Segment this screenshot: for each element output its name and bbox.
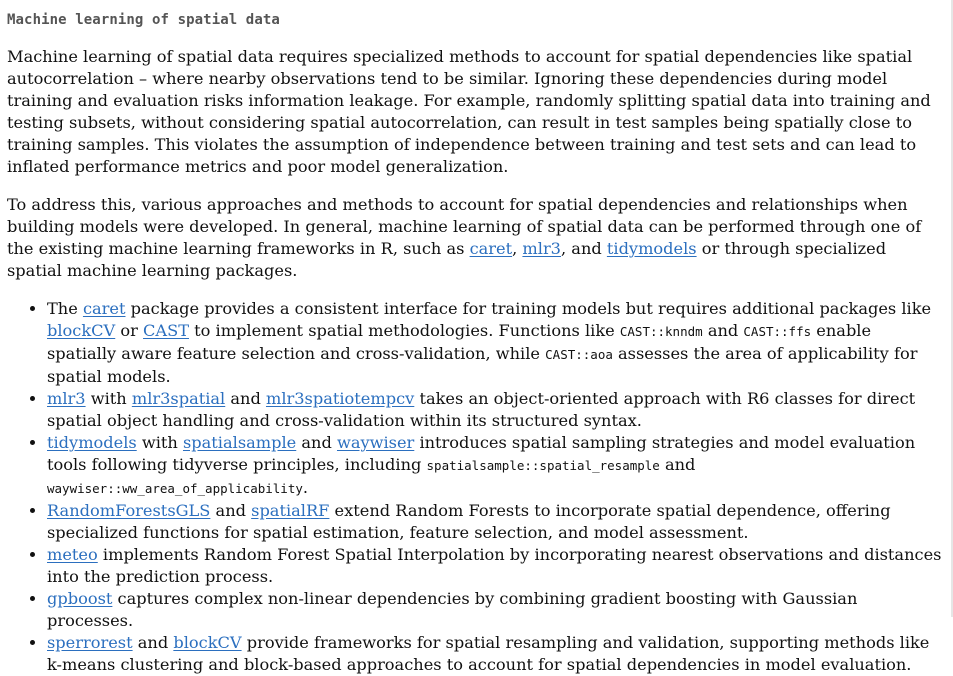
- list-item-sperrorest: [47, 632, 943, 676]
- text-segment: or: [115, 321, 144, 340]
- text-segment: takes an object-oriented approach with R6 classes for direct spatial object handling and cross-validation within its structured syntax.: [47, 389, 916, 430]
- text-segment: and: [659, 455, 696, 474]
- blockcv-link[interactable]: blockCV: [173, 633, 242, 652]
- text-segment: introduces spatial sampling strategies and model evaluation tools following tidyverse principles, including: [47, 433, 916, 474]
- code-cast-aoa: CAST::aoa: [545, 347, 613, 362]
- text-segment: , and: [561, 239, 607, 258]
- text-segment: extend Random Forests to incorporate spatial dependence, offering specialized functions for spatial estimation, feature selection, and model assessment.: [47, 501, 891, 542]
- text-segment: and: [132, 633, 174, 652]
- text-segment: .: [302, 478, 309, 497]
- text-segment: or through specialized spatial machine learning packages.: [7, 239, 887, 280]
- list-item-gpboost: [47, 588, 943, 632]
- section-title: Machine learning of spatial data: [7, 12, 280, 28]
- code-cast-knndm: CAST::knndm: [619, 324, 703, 339]
- mlr3spatiotempcv-link[interactable]: mlr3spatiotempcv: [265, 389, 415, 408]
- text-segment: and: [210, 501, 252, 520]
- mlr3-link[interactable]: mlr3: [47, 389, 86, 408]
- randomforestsgls-link[interactable]: RandomForestsGLS: [47, 501, 211, 520]
- document-page: [7, 0, 943, 676]
- cast-link[interactable]: CAST: [143, 321, 189, 340]
- list-item-mlr3: [47, 388, 943, 432]
- caret-link[interactable]: caret: [469, 239, 513, 258]
- code-spatial-resample: spatialsample::spatial_resample: [426, 458, 660, 473]
- tidymodels-link[interactable]: tidymodels: [47, 433, 137, 452]
- text-segment: provide frameworks for spatial resampling and validation, supporting methods like k-means clustering and block-based approaches to account for spatial dependencies in model evaluation.: [47, 633, 930, 674]
- text-segment: and: [225, 389, 266, 408]
- list-item-tidymodels: [47, 432, 943, 500]
- spatialsample-link[interactable]: spatialsample: [182, 433, 297, 452]
- text-segment: ,: [512, 239, 523, 258]
- sperrorest-link[interactable]: sperrorest: [47, 633, 133, 652]
- list-item-caret: [47, 298, 943, 388]
- text-segment: to implement spatial methodologies. Functions like: [189, 321, 620, 340]
- text-segment: with: [136, 433, 183, 452]
- text-segment: captures complex non-linear dependencies by combining gradient boosting with Gaussian processes.: [47, 589, 858, 630]
- text-segment: and: [702, 321, 744, 340]
- list-item-meteo: [47, 544, 943, 588]
- blockcv-link[interactable]: blockCV: [47, 321, 116, 340]
- waywiser-link[interactable]: waywiser: [336, 433, 415, 452]
- text-segment: package provides a consistent interface for training models but requires additional packages like: [125, 299, 932, 318]
- text-segment: enable spatially aware feature selection and cross-validation, while: [47, 321, 872, 363]
- packages-list: [7, 298, 943, 676]
- text-segment: The: [47, 299, 83, 318]
- text-segment: and: [296, 433, 337, 452]
- frameworks-paragraph: [7, 194, 943, 282]
- intro-paragraph: Machine learning of spatial data requires specialized methods to account for spatial dependencies like spatial autocorrelation – where nearby observations tend to be similar. Ignoring these dependencies during model training and evaluation risks information leakage. For example, randomly splitting spatial data into training and testing subsets, without considering spatial autocorrelation, can result in test samples being spatially close to training samples. This violates the assumption of independence between training and test sets and can lead to inflated performance metrics and poor model generalization.: [7, 47, 931, 176]
- meteo-link[interactable]: meteo: [47, 545, 98, 564]
- text-segment: To address this, various approaches and methods to account for spatial dependencies and relationships when building models were developed. In general, machine learning of spatial data can be performed through one of the existing machine learning frameworks in R, such as: [7, 195, 922, 258]
- text-segment: assesses the area of applicability for spatial models.: [47, 344, 918, 386]
- caret-link[interactable]: caret: [82, 299, 126, 318]
- tidymodels-link[interactable]: tidymodels: [606, 239, 697, 258]
- text-segment: implements Random Forest Spatial Interpolation by incorporating nearest observations and distances into the prediction process.: [47, 545, 942, 586]
- list-item-randomforestsgls: [47, 500, 943, 544]
- spatialrf-link[interactable]: spatialRF: [251, 501, 330, 520]
- code-cast-ffs: CAST::ffs: [743, 324, 812, 339]
- text-segment: with: [85, 389, 132, 408]
- mlr3spatial-link[interactable]: mlr3spatial: [131, 389, 226, 408]
- mlr3-link[interactable]: mlr3: [522, 239, 561, 258]
- gpboost-link[interactable]: gpboost: [47, 589, 113, 608]
- code-ww-area-of-applicability: waywiser::ww_area_of_applicability: [47, 481, 303, 496]
